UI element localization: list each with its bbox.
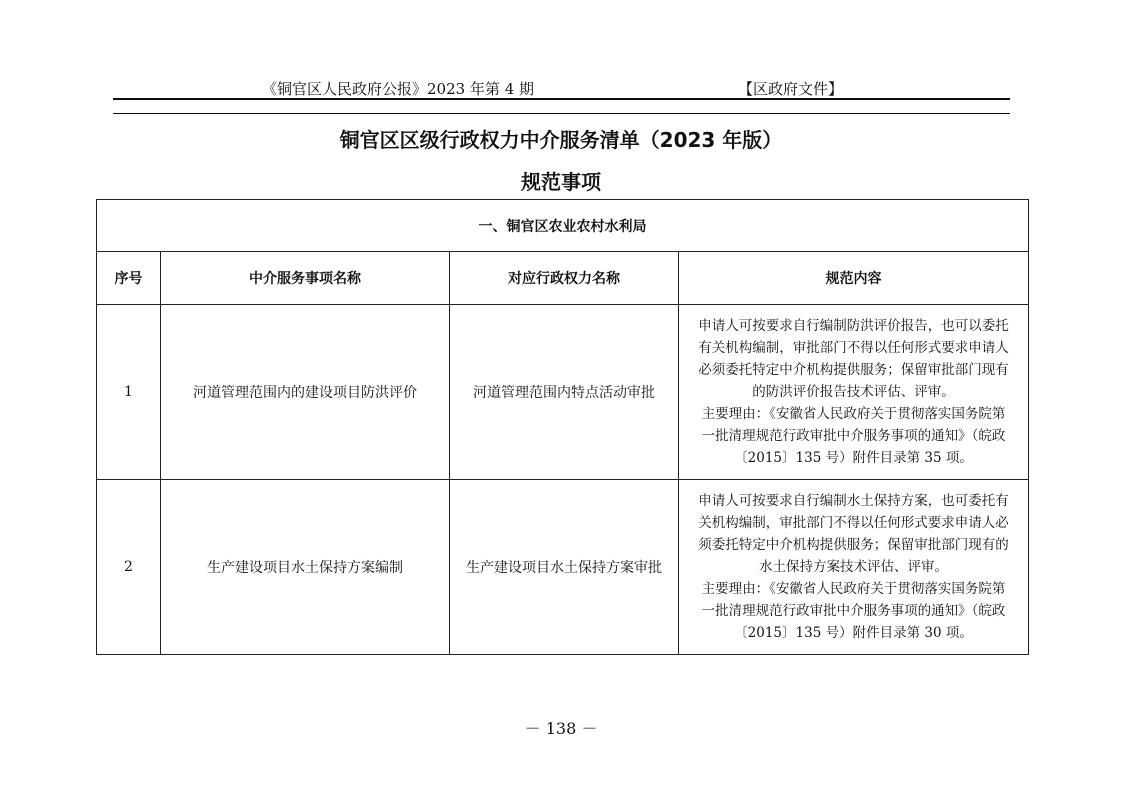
table-header-row xyxy=(97,252,1029,305)
content-line: 水土保持方案技术评估、评审。 xyxy=(759,559,948,575)
content-line: 的防洪评价报告技术评估、评审。 xyxy=(752,384,955,400)
row-number: 1 xyxy=(97,305,161,480)
content-line: 一批清理规范行政审批中介服务事项的通知》（皖政 xyxy=(701,428,1006,444)
header-rule-thick xyxy=(113,98,1010,100)
column-header-power: 对应行政权力名称 xyxy=(450,252,679,305)
content-line: 须委托特定中介机构提供服务；保留审批部门现有的 xyxy=(698,537,1009,553)
regulation-content xyxy=(679,480,1029,655)
content-line: 申请人可按要求自行编制防洪评价报告，也可以委托 xyxy=(698,318,1009,334)
section-title: 一、铜官区农业农村水利局 xyxy=(97,200,1029,252)
power-name: 生产建设项目水土保持方案审批 xyxy=(450,480,679,655)
document-subtitle: 规范事项 xyxy=(521,170,601,194)
content-line: 〔2015〕135 号）附件目录第 30 项。 xyxy=(734,625,973,641)
column-header-content: 规范内容 xyxy=(679,252,1029,305)
service-list-table xyxy=(96,199,1029,655)
content-line: 必须委托特定中介机构提供服务；保留审批部门现有 xyxy=(698,362,1009,378)
content-line: 关机构编制，审批部门不得以任何形式要求申请人必 xyxy=(698,515,1009,531)
service-name: 河道管理范围内的建设项目防洪评价 xyxy=(161,305,450,480)
regulation-content xyxy=(679,305,1029,480)
section-row xyxy=(97,200,1029,252)
page-number: － 138 － xyxy=(524,719,598,738)
content-line: 有关机构编制，审批部门不得以任何形式要求申请人 xyxy=(698,340,1009,356)
content-line: 主要理由：《安徽省人民政府关于贯彻落实国务院第 xyxy=(701,581,1006,597)
content-line: 一批清理规范行政审批中介服务事项的通知》（皖政 xyxy=(701,603,1006,619)
content-line: 申请人可按要求自行编制水土保持方案，也可委托有 xyxy=(698,493,1009,509)
row-number: 2 xyxy=(97,480,161,655)
column-header-no: 序号 xyxy=(97,252,161,305)
content-line: 〔2015〕135 号）附件目录第 35 项。 xyxy=(734,450,973,466)
page-header xyxy=(0,78,1122,98)
document-title: 铜官区区级行政权力中介服务清单（2023 年版） xyxy=(339,128,783,152)
header-rule-thin xyxy=(113,113,1010,114)
column-header-service: 中介服务事项名称 xyxy=(161,252,450,305)
power-name: 河道管理范围内特点活动审批 xyxy=(450,305,679,480)
content-line: 主要理由：《安徽省人民政府关于贯彻落实国务院第 xyxy=(701,406,1006,422)
header-publication: 《铜官区人民政府公报》2023 年第 4 期 xyxy=(262,80,535,98)
service-name: 生产建设项目水土保持方案编制 xyxy=(161,480,450,655)
table-row xyxy=(97,480,1029,655)
header-section: 【区政府文件】 xyxy=(738,80,844,98)
table-row xyxy=(97,305,1029,480)
